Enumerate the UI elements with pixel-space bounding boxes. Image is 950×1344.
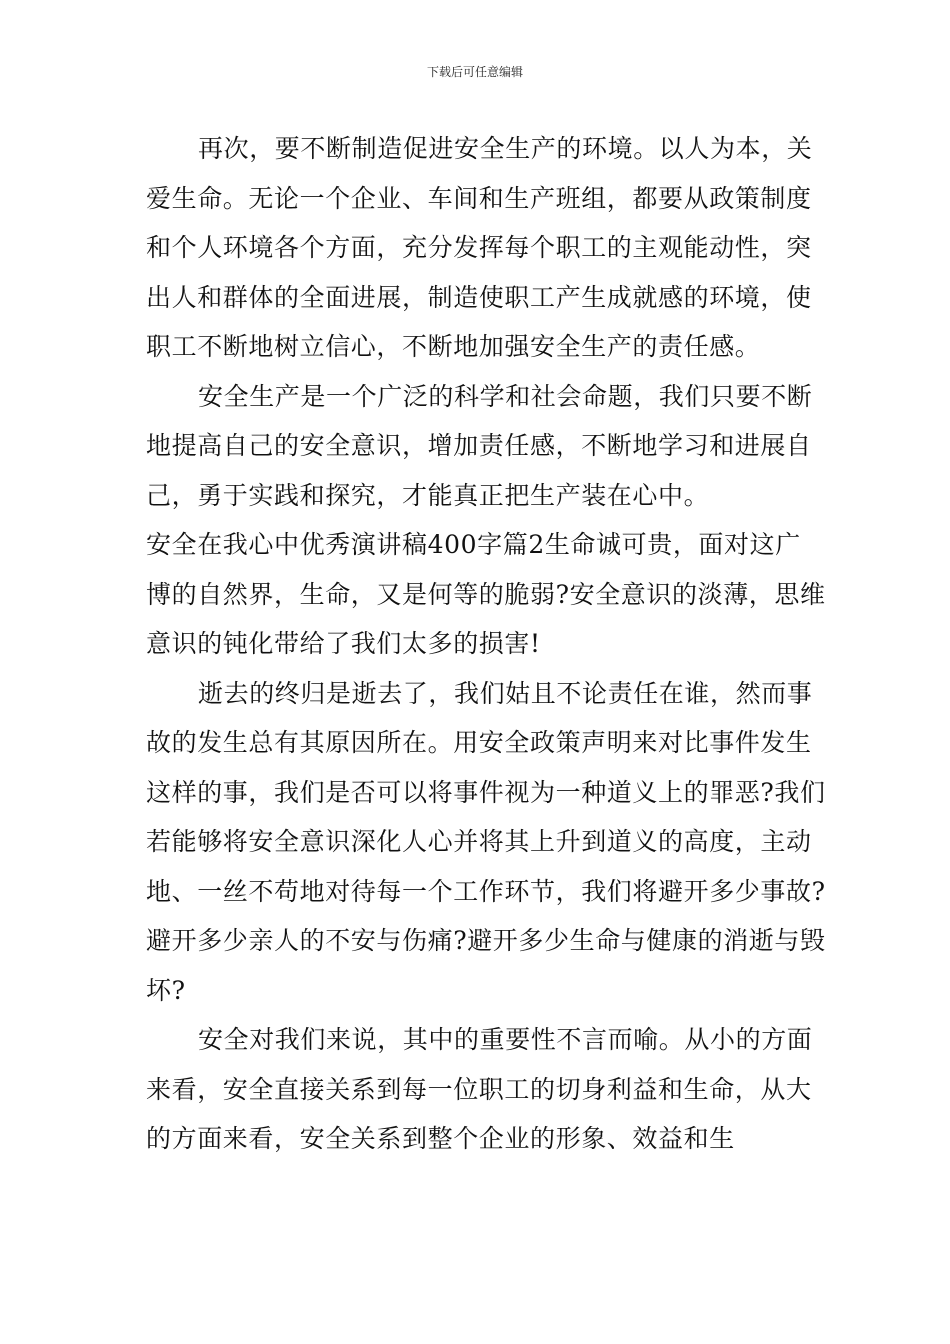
- section-title: 安全在我心中优秀演讲稿400字篇2: [146, 530, 545, 559]
- paragraph-3: [146, 520, 826, 669]
- document-body: [146, 124, 826, 1164]
- paragraph-3-body: 生命诚可贵，面对这广博的自然界，生命，又是何等的脆弱?安全意识的淡薄，思维意识的钝化带给了我们太多的损害!: [146, 530, 826, 658]
- paragraph-5: 安全对我们来说，其中的重要性不言而喻。从小的方面来看，安全直接关系到每一位职工的切身利益和生命，从大的方面来看，安全关系到整个企业的形象、效益和生: [146, 1025, 813, 1153]
- page-header: 下载后可任意编辑: [426, 65, 523, 79]
- paragraph-4: 逝去的终归是逝去了，我们姑且不论责任在谁，然而事故的发生总有其原因所在。用安全政策声明来对比事件发生这样的事，我们是否可以将事件视为一种道义上的罪恶?我们若能够将安全意识深化人心并将其上升到道义的高度，主动地、一丝不苟地对待每一个工作环节，我们将避开多少事故?避开多少亲人的不安与伤痛?避开多少生命与健康的消逝与毁坏?: [146, 678, 826, 1005]
- paragraph-2: 安全生产是一个广泛的科学和社会命题，我们只要不断地提高自己的安全意识，增加责任感，不断地学习和进展自己，勇于实践和探究，才能真正把生产装在心中。: [146, 381, 813, 510]
- paragraph-1: 再次，要不断制造促进安全生产的环境。以人为本，关爱生命。无论一个企业、车间和生产班组，都要从政策制度和个人环境各个方面，充分发挥每个职工的主观能动性，突出人和群体的全面进展，制造使职工产生成就感的环境，使职工不断地树立信心，不断地加强安全生产的责任感。: [146, 134, 813, 361]
